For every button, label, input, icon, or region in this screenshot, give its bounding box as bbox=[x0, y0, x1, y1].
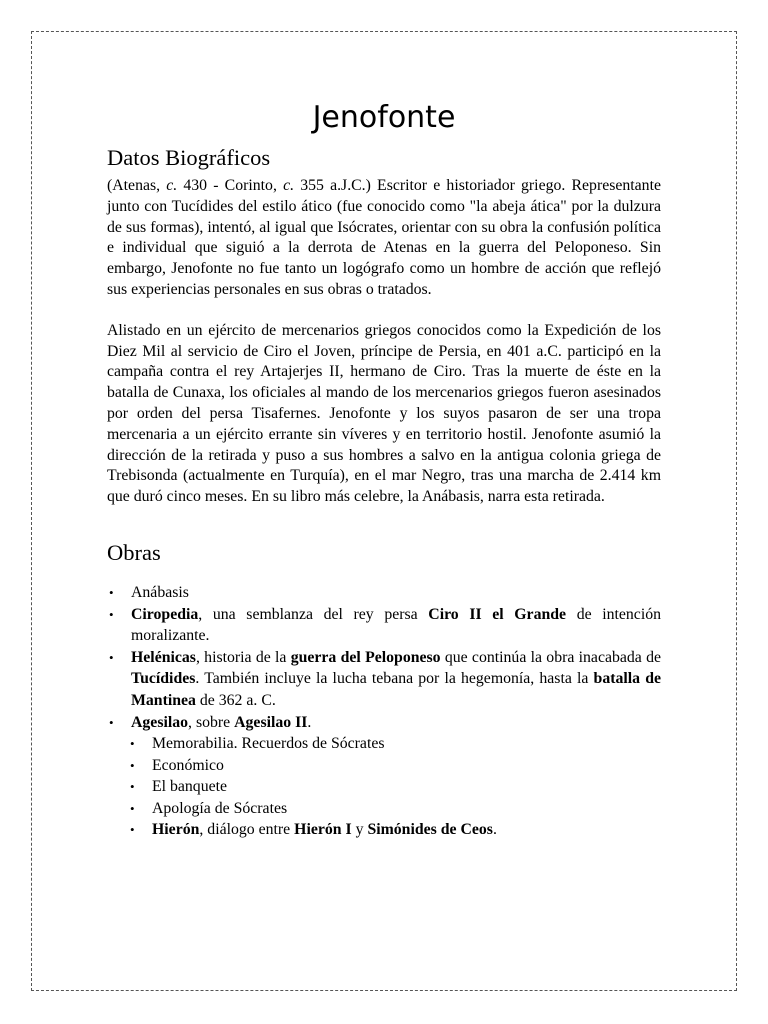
bullet-icon: • bbox=[109, 606, 114, 622]
text-run: . También incluye la lucha tebana por la hegemonía, hasta la bbox=[195, 670, 594, 688]
list-item-ciropedia bbox=[107, 604, 661, 647]
text-run: , diálogo entre bbox=[199, 821, 295, 839]
works-list bbox=[107, 582, 661, 841]
bio-paragraph-2: Alistado en un ejército de mercenarios griegos conocidos como la Expedición de los Diez Mil al servicio de Ciro el Joven, príncipe de Persia, en 401 a.C. participó en la campaña contra el rey Artajerjes II, hermano de Ciro. Tras la muerte de éste en la batalla de Cunaxa, los oficiales al mando de los mercenarios griegos fueron asesinados por orden del persa Tisafernes. Jenofonte y los suyos pasaron de ser una tropa mercenaria a un ejército errante sin víveres y en territorio hostil. Jenofonte asumió la dirección de la retirada y puso a sus hombres a salvo en la antigua colonia griega de Trebisonda (actualmente en Turquía), en el mar Negro, tras una marcha de 2.414 km que duró cinco meses. En su libro más celebre, la Anábasis, narra esta retirada. bbox=[107, 321, 661, 506]
text-run: El banquete bbox=[152, 778, 228, 796]
text-run: , una semblanza del rey persa bbox=[198, 605, 429, 623]
text-run: y bbox=[351, 821, 368, 839]
document-title: Jenofonte bbox=[312, 100, 456, 135]
text-run: Memorabilia. Recuerdos de Sócrates bbox=[152, 735, 385, 753]
text-run: de 362 a. C. bbox=[195, 691, 276, 709]
bullet-icon: • bbox=[109, 714, 114, 730]
bullet-icon: • bbox=[130, 800, 135, 816]
list-item-memorabilia bbox=[107, 733, 661, 755]
bold-term: batalla de Mantinea bbox=[131, 670, 662, 709]
text-run: Económico bbox=[152, 756, 224, 774]
text-run: Apología de Sócrates bbox=[152, 799, 288, 817]
heading-obras: Obras bbox=[107, 539, 161, 565]
text-run: , sobre bbox=[188, 713, 235, 731]
bullet-icon: • bbox=[130, 779, 135, 795]
text-run: . bbox=[492, 821, 497, 839]
bold-term: Agesilao bbox=[131, 713, 189, 731]
list-item-helenicas bbox=[107, 647, 661, 712]
text-run: c. bbox=[283, 177, 295, 194]
text-run: (Atenas, bbox=[107, 177, 167, 194]
list-item-anabasis bbox=[107, 582, 661, 604]
text-run: c. bbox=[166, 177, 178, 194]
text-run: 430 - Corinto, bbox=[177, 177, 284, 194]
text-run: , historia de la bbox=[195, 648, 291, 666]
bullet-icon: • bbox=[109, 649, 114, 665]
list-item-hieron bbox=[107, 819, 661, 841]
list-item-apologia bbox=[107, 798, 661, 820]
list-item-el-banquete bbox=[107, 776, 661, 798]
document-body bbox=[107, 95, 661, 841]
list-item-economico bbox=[107, 755, 661, 777]
bold-term: Hierón I bbox=[294, 821, 352, 839]
bullet-icon: • bbox=[130, 822, 135, 838]
bold-term: Simónides de Ceos bbox=[367, 821, 493, 839]
text-run: 355 a.J.C.) Escritor e historiador griego. Representante junto con Tucídides del estilo ático (fue conocido como "la abeja ática" por la dulzura de sus formas), intentó, al igual que Isócrates, orientar con su obra la confusión política e individual que siguió a la derrota de Atenas en la guerra del Peloponeso. Sin embargo, Jenofonte no fue tanto un logógrafo como un hombre de acción que reflejó sus experiencias personales en sus obras o tratados. bbox=[107, 177, 661, 298]
text-run: que continúa la obra inacabada de bbox=[440, 648, 661, 666]
bullet-icon: • bbox=[130, 736, 135, 752]
text-run: . bbox=[307, 713, 312, 731]
bold-term: Agesilao II bbox=[234, 713, 308, 731]
bio-paragraph-1 bbox=[107, 176, 661, 301]
bold-term: Ciro II el Grande bbox=[428, 605, 567, 623]
list-item-agesilao bbox=[107, 712, 661, 734]
heading-datos-biograficos: Datos Biográficos bbox=[107, 145, 271, 170]
bold-term: Hierón bbox=[152, 821, 200, 839]
bold-term: guerra del Peloponeso bbox=[290, 648, 441, 666]
text-run: de intención moralizante. bbox=[131, 605, 662, 645]
bullet-icon: • bbox=[130, 757, 135, 773]
bold-term: Helénicas bbox=[131, 648, 196, 666]
bold-term: Ciropedia bbox=[131, 605, 199, 623]
bold-term: Tucídides bbox=[131, 670, 196, 688]
text-run: Anábasis bbox=[131, 583, 189, 601]
bullet-icon: • bbox=[109, 584, 114, 600]
